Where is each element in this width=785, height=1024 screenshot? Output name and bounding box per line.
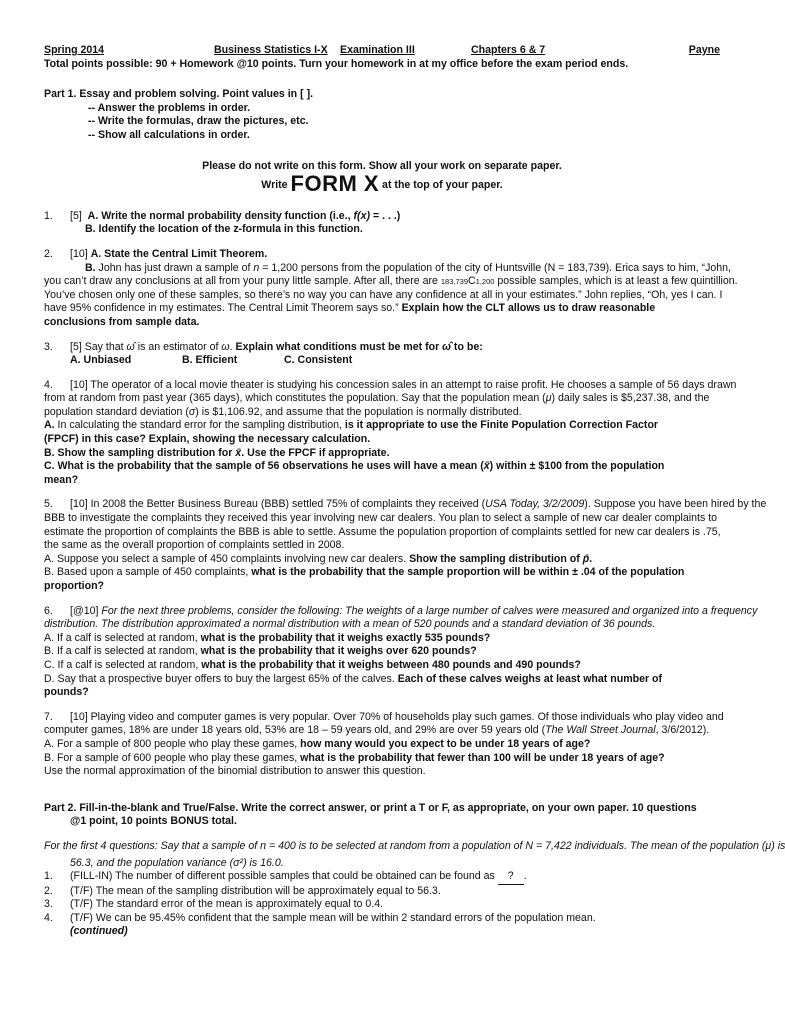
question-number: 6. (44, 604, 53, 617)
write-suffix: at the top of your paper. (382, 179, 503, 192)
instructor: Payne (688, 44, 720, 56)
part2-title: Part 2. Fill-in-the-blank and True/False. Write the correct answer, or print a T or F, as appropriate, on your own paper. 10 questions (44, 801, 697, 814)
exam-title: Examination III (340, 44, 415, 56)
write-label: Write (261, 179, 288, 192)
instruction-1: -- Answer the problems in order. (88, 101, 251, 114)
question-number: 1. (44, 209, 53, 222)
question-5: 5. [10] In 2008 the Better Business Bureau (BBB) settled 75% of complaints they received (USA Today, 3/2/2009). Suppose you have been hired by the (44, 498, 767, 511)
term: Spring 2014 (44, 44, 105, 56)
continued-note: (continued) (70, 925, 128, 938)
exam-page: Spring 2014 Business Statistics I-X Examination III Chapters 6 & 7 Payne Total points possible: 90 + Homework @10 points. Turn your homework in at my office before the exam period ends. Part 1. Essay and problem solving. Point values in [ ]. -- Answer the problems in order. -- Write the formulas, draw the pictures, etc. -- Show all calculations in order. Please do not write on this form. Show all your work on separate paper. Write FORM X at the top of your paper. 1. [5] A. Write the normal probability density function (i.e., f(x) = . . .) B. Identify the location of the z-formula in this function. 2. [10] A. State the Central Limit Theorem. B. John has just drawn a sample of n = 1,200 persons from the population of the city of Huntsville (N = 183,739). Erica says to him, “John, you can’t draw any conclusions at all from your puny little sample. After all, there are 183,739C1,200 possible samples, which is at least a few quintillion. You’ve chosen only one of these samples, so there’s no way you can have any confidence at all in your estimates.” John replies, “Oh, yes I can. I have 95% confidence in my estimates. The Central Limit Theorem says so.” Explain how the CLT allows us to draw reasonable conclusions from sample data. 3. [5] Say that ω̂ is an estimator of ω. Explain what conditions must be met for ω̂ to be: A. Unbiased B. Efficient C. Consistent 4. [10] The operator of a local movie theater is studying his concession sales in an attempt to raise profit. He chooses a sample of 56 days drawn from at random from past year (365 days), which constitutes the population. Say that the population mean (μ) daily sales is $5,237.38, and the population standard deviation (σ) is $1,106.92, and assume that the population is normally distributed. A. In calculating the standard error for the sampling distribution, is it appropriate to use the Finite Population Correction Factor (FPCF) in this case? Explain, showing the necessary calculation. B. Show the sampling distribution for x̄. Use the FPCF if appropriate. C. What is the probability that the sample of 56 observations he uses will have a mean (x̄) within ± $100 from the population mean? 5. [10] In 2008 the Better Business Bureau (BBB) settled 75% of complaints they received (USA Today, 3/2/2009). Suppose you have been hired by the BBB to investigate the complaints they received this year involving new car dealers. You plan to select a sample of new car dealer complaints to estimate the proportion of complaints the BBB is able to settle. Assume the population proportion of complaints settled for new car dealers is .75, the same as the overall proportion of complaints settled in 2008. A. Suppose you select a sample of 450 complaints involving new car dealers. Show the sampling distribution of p̄. B. Based upon a sample of 450 complaints, what is the probability that the sample proportion will be within ± .04 of the population proportion? 6. [@10] For the next three problems, consider the following: The weights of a large number of calves were measured and organized into a frequency distribution. The distribution approximated a normal distribution with a mean of 520 pounds and a standard deviation of 36 pounds. A. If a calf is selected at random, what is the probability that it weighs exactly 535 pounds? B. If a calf is selected at random, what is the probability that it weighs over 620 pounds? C. If a calf is selected at random, what is the probability that it weighs between 480 pounds and 490 pounds? D. Say that a prospective buyer offers to buy the largest 65% of the calves. Each of these calves weighs at least what number of pounds? 7. [10] Playing video and computer games is very popular. Over 70% of households play such games. Of those individuals who play video and computer games, 18% are under 18 years old, 53% are 18 – 59 years old, and 29% are over 59 years old (The Wall Street Journal, 3/6/2012). A. For a sample of 800 people who play these games, how many would you expect to be under 18 years of age? B. For a sample of 600 people who play these games, what is the probability that fewer than 100 will be under 18 years of age? Use the normal approximation of the binomial distribution to answer this question. Part 2. Fill-in-the-blank and True/False. Write the correct answer, or print a T or F, as appropriate, on your own paper. 10 questions @1 point, 10 points BONUS total. For the first 4 questions: Say that a sample of n = 400 is to be selected at random from a population of N = 7,422 individuals. The mean of the population (μ) is 56.3, and the population variance (σ²) is 16.0. 1. (FILL-IN) The number of different possible samples that could be obtained can be found as ? . 2. (T/F) The mean of the sampling distribution will be approximately equal to 56.3. 3. (T/F) The standard error of the mean is approximately equal to 0.4. 4. (T/F) We can be 95.45% confident that the sample mean will be within 2 standard errors of the population mean. (continued) (44, 44, 785, 938)
part2-item-4: 4. (T/F) We can be 95.45% confident that the sample mean will be within 2 standard errors of the population mean. (44, 911, 596, 924)
question-number: 2. (44, 247, 53, 260)
instruction-2: -- Write the formulas, draw the pictures, etc. (88, 115, 309, 128)
exam-header (44, 44, 720, 58)
question-3: 3. [5] Say that ω̂ is an estimator of ω. Explain what conditions must be met for ω̂ to be: A. Unbiased B. Efficient C. Consistent (44, 340, 483, 367)
part2-item-3: 3. (T/F) The standard error of the mean is approximately equal to 0.4. (44, 898, 384, 911)
instruction-3: -- Show all calculations in order. (88, 128, 250, 141)
part2-item-1: 1. (FILL-IN) The number of different possible samples that could be obtained can be found as ? . (44, 870, 720, 885)
question-number: 4. (44, 378, 53, 391)
chapters: Chapters 6 & 7 (471, 44, 546, 56)
points-line: Total points possible: 90 + Homework @10 points. Turn your homework in at my office before the exam period ends. (44, 57, 629, 70)
course-title: Business Statistics I-X (214, 44, 328, 56)
notice-line: Please do not write on this form. Show all your work on separate paper. (202, 159, 562, 172)
question-1: 1. [5] A. Write the normal probability density function (i.e., f(x) = . . .) B. Identify the location of the z-formula in this function. (44, 209, 401, 236)
question-4: 4. [10] The operator of a local movie theater is studying his concession sales in an attempt to raise profit. He chooses a sample of 56 days drawn (44, 378, 737, 391)
question-number: 3. (44, 340, 53, 353)
part1-title: Part 1. Essay and problem solving. Point values in [ ]. (44, 88, 314, 101)
part2-intro: For the first 4 questions: Say that a sample of n = 400 is to be selected at random from a population of N = 7,422 individuals. The mean of the population (μ) is (44, 839, 785, 852)
question-number: 5. (44, 498, 53, 511)
question-6: 6. [@10] For the next three problems, consider the following: The weights of a large number of calves were measured and organized into a frequency (44, 604, 758, 617)
form-x-line (44, 171, 720, 197)
part2-subtitle: @1 point, 10 points BONUS total. (70, 815, 237, 828)
part2-item-2: 2. (T/F) The mean of the sampling distribution will be approximately equal to 56.3. (44, 884, 441, 897)
question-2: 2. [10] A. State the Central Limit Theorem. B. John has just drawn a sample of n = 1,200 persons from the population of the city of Huntsville (N = 183,739). Erica says to him, “John, (44, 247, 731, 274)
question-7: 7. [10] Playing video and computer games is very popular. Over 70% of households play such games. Of those individuals who play video and (44, 710, 724, 723)
form-x: FORM X (290, 171, 380, 197)
question-number: 7. (44, 710, 53, 723)
answer-blank: ? (498, 870, 524, 885)
